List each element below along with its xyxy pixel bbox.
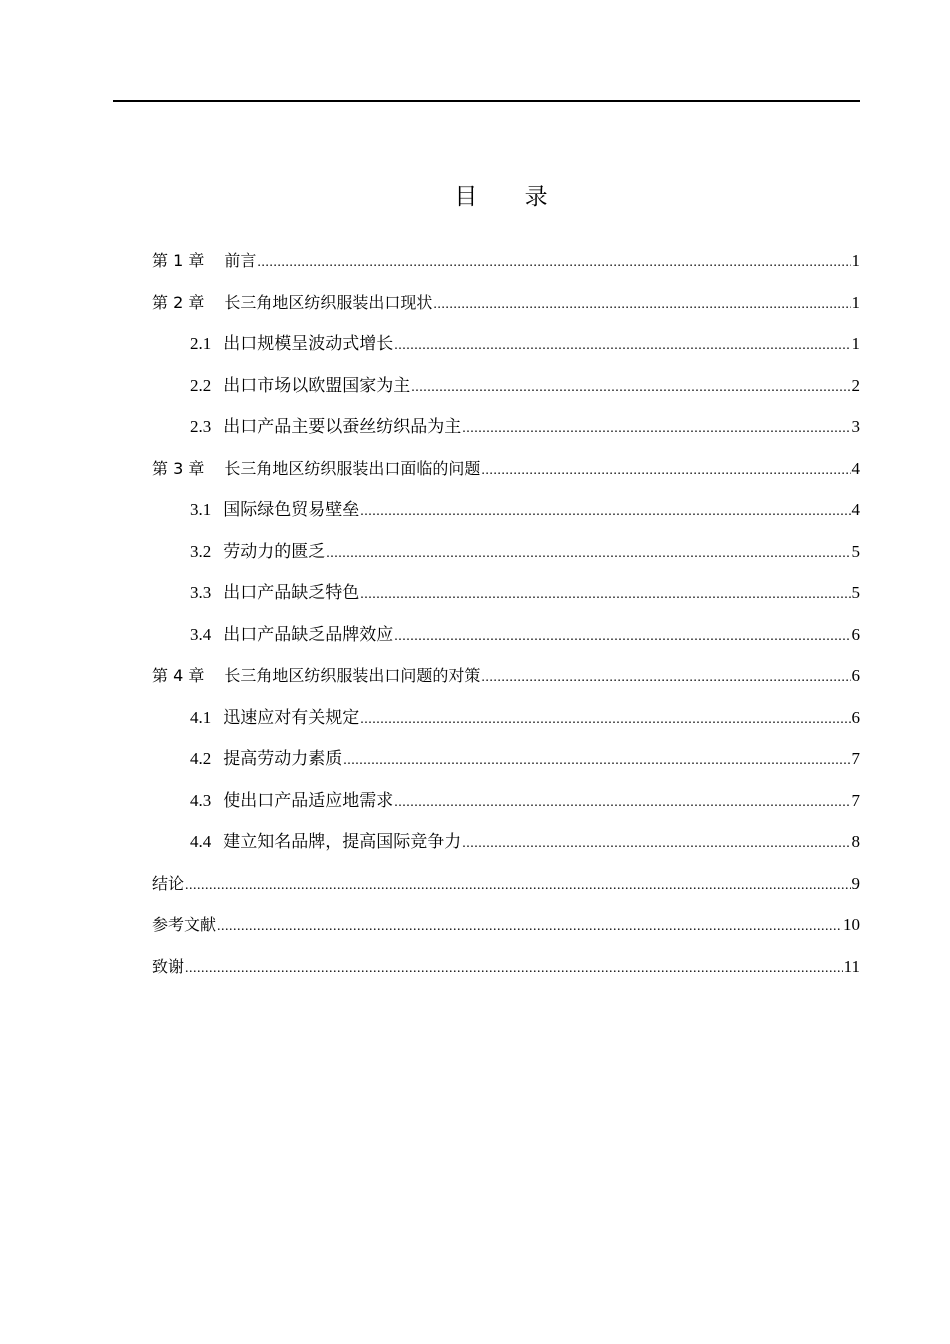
toc-entry-page: 10 <box>843 915 860 934</box>
dot-leader <box>411 370 850 406</box>
dot-leader <box>360 577 850 613</box>
toc-entry-page: 11 <box>843 956 860 976</box>
toc-entry-label <box>152 243 256 279</box>
toc-entry-text: 劳动力的匮乏 <box>223 541 326 561</box>
dot-leader <box>481 660 850 696</box>
toc-entry-text: 前言 <box>224 251 257 270</box>
dot-leader <box>394 619 850 655</box>
toc-entry-text: 致谢 <box>152 956 185 976</box>
toc-entry-page: 7 <box>851 790 860 810</box>
toc-entry-label <box>190 783 393 819</box>
toc-entry-number: 4.2 <box>190 749 212 768</box>
toc-entry[interactable] <box>152 866 860 908</box>
toc-entry-page: 6 <box>851 666 860 685</box>
toc-entry-label <box>190 575 359 611</box>
dot-leader <box>185 951 843 987</box>
toc-entry-label <box>152 949 184 985</box>
toc-entry-label <box>190 824 461 860</box>
toc-entry-number: 2.3 <box>190 417 212 436</box>
toc-entry-text: 长三角地区纺织服装出口现状 <box>224 292 433 312</box>
toc-entry-label <box>190 741 342 777</box>
toc-entry-page: 9 <box>851 873 860 893</box>
toc-entry-number: 2.2 <box>190 375 212 395</box>
dot-leader <box>185 868 850 904</box>
toc-entry[interactable] <box>152 783 860 825</box>
toc-entry-page: 1 <box>851 251 860 270</box>
dot-leader <box>433 287 850 323</box>
toc-entry-number: 第 4 章 <box>152 666 205 685</box>
toc-entry-text: 出口市场以欧盟国家为主 <box>223 375 411 395</box>
toc-entry-page: 2 <box>851 375 860 395</box>
toc-entry[interactable] <box>152 451 860 493</box>
toc-entry-number: 4.3 <box>190 790 212 810</box>
dot-leader <box>481 453 850 489</box>
toc-entry-label <box>190 326 393 362</box>
toc-entry-text: 出口产品缺乏特色 <box>223 583 360 602</box>
toc-entry-page: 4 <box>851 500 860 519</box>
toc-entry-number: 2.1 <box>190 334 212 353</box>
toc-entry-text: 国际绿色贸易壁垒 <box>223 500 360 519</box>
dot-leader <box>394 785 850 821</box>
toc-entry-page: 6 <box>851 707 860 727</box>
toc-entry[interactable] <box>152 907 860 949</box>
toc-entry-label <box>190 492 359 528</box>
toc-entry-label <box>190 617 393 653</box>
dot-leader <box>343 743 850 779</box>
toc-entry[interactable] <box>152 285 860 327</box>
toc-entry-page: 1 <box>851 334 860 353</box>
toc-entry-label <box>190 700 359 736</box>
toc-entry-text: 建立知名品牌，提高国际竞争力 <box>223 832 462 851</box>
toc-entry-text: 出口产品缺乏品牌效应 <box>223 624 394 644</box>
toc-entry-label <box>152 866 184 902</box>
toc-entry-text: 长三角地区纺织服装出口问题的对策 <box>224 666 481 685</box>
header-rule <box>113 100 860 102</box>
toc-entry-text: 结论 <box>152 873 185 893</box>
toc-entry-number: 4.4 <box>190 832 212 851</box>
toc-entry-text: 出口规模呈波动式增长 <box>223 334 394 353</box>
toc-entry[interactable] <box>152 409 860 451</box>
toc-entry-text: 出口产品主要以蚕丝纺织品为主 <box>223 417 462 436</box>
dot-leader <box>360 494 850 530</box>
toc-entry[interactable] <box>152 492 860 534</box>
toc-entry-number: 4.1 <box>190 707 212 727</box>
toc-entry-page: 6 <box>851 624 860 644</box>
toc-entry[interactable] <box>152 949 860 991</box>
dot-leader <box>326 536 850 572</box>
toc-entry-number: 第 1 章 <box>152 251 205 270</box>
toc-entry-label <box>190 409 461 445</box>
toc-entry[interactable] <box>152 575 860 617</box>
toc-entry-text: 提高劳动力素质 <box>223 749 343 768</box>
toc-entry-label <box>152 451 480 487</box>
toc-entry-label <box>190 368 410 404</box>
toc-entry-number: 3.4 <box>190 624 212 644</box>
dot-leader <box>394 328 850 364</box>
toc-entry-page: 7 <box>851 749 860 768</box>
toc-entry-text: 使出口产品适应地需求 <box>223 790 394 810</box>
toc-entry-number: 第 2 章 <box>152 292 205 312</box>
toc-entry-label <box>152 658 480 694</box>
toc-entry-text: 长三角地区纺织服装出口面临的问题 <box>224 458 481 478</box>
toc-entry[interactable] <box>152 824 860 866</box>
toc-entry-page: 5 <box>851 583 860 602</box>
toc-entry-page: 4 <box>851 458 860 478</box>
toc-entry[interactable] <box>152 658 860 700</box>
toc-entry[interactable] <box>152 617 860 659</box>
toc-entry-number: 第 3 章 <box>152 458 205 478</box>
toc-entry-page: 1 <box>851 292 860 312</box>
table-of-contents <box>152 243 860 990</box>
toc-entry-page: 8 <box>851 832 860 851</box>
toc-entry[interactable] <box>152 534 860 576</box>
dot-leader <box>217 909 842 945</box>
toc-entry-text: 迅速应对有关规定 <box>223 707 360 727</box>
page-title: 目 录 <box>454 184 568 210</box>
toc-entry-number: 3.2 <box>190 541 212 561</box>
toc-entry[interactable] <box>152 368 860 410</box>
toc-entry-label <box>152 907 216 943</box>
dot-leader <box>462 411 850 447</box>
dot-leader <box>257 245 850 281</box>
dot-leader <box>360 702 850 738</box>
toc-entry-text: 参考文献 <box>152 915 217 934</box>
toc-entry-number: 3.1 <box>190 500 212 519</box>
toc-entry-label <box>152 285 432 321</box>
toc-entry[interactable] <box>152 326 860 368</box>
dot-leader <box>462 826 850 862</box>
toc-entry-label <box>190 534 325 570</box>
toc-entry-number: 3.3 <box>190 583 212 602</box>
toc-entry-page: 5 <box>851 541 860 561</box>
toc-entry[interactable] <box>152 741 860 783</box>
toc-entry[interactable] <box>152 243 860 285</box>
toc-entry[interactable] <box>152 700 860 742</box>
toc-entry-page: 3 <box>851 417 860 436</box>
